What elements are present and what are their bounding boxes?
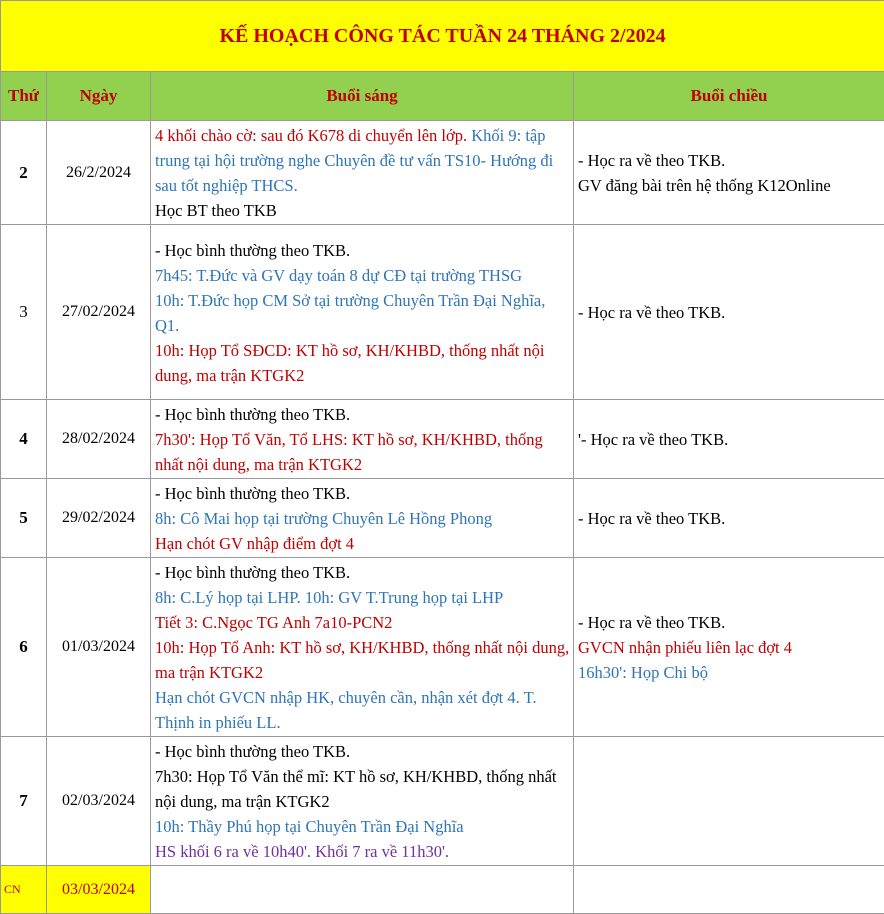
morning-line: - Học bình thường theo TKB. — [155, 402, 570, 427]
afternoon-line: - Học ra về theo TKB. — [578, 610, 881, 635]
afternoon-cell — [574, 225, 884, 400]
afternoon-cell — [574, 866, 884, 914]
morning-line: - Học bình thường theo TKB. — [155, 739, 570, 764]
afternoon-line: GVCN nhận phiếu liên lạc đợt 4 — [578, 635, 881, 660]
date-cell: 26/2/2024 — [47, 121, 151, 225]
page-title: KẾ HOẠCH CÔNG TÁC TUẦN 24 THÁNG 2/2024 — [1, 1, 884, 72]
morning-line: Hạn chót GV nhập điểm đợt 4 — [155, 531, 570, 556]
morning-line: 10h: Họp Tổ SĐCD: KT hồ sơ, KH/KHBD, thống nhất nội dung, ma trận KTGK2 — [155, 338, 570, 388]
morning-line: 10h: Thầy Phú họp tại Chuyên Trần Đại Nghĩa — [155, 814, 570, 839]
day-cell: 3 — [1, 225, 47, 400]
day-cell: 2 — [1, 121, 47, 225]
afternoon-cell — [574, 121, 884, 225]
afternoon-cell — [574, 558, 884, 737]
header-row — [1, 72, 884, 121]
date-cell: 29/02/2024 — [47, 479, 151, 558]
afternoon-line: - Học ra về theo TKB. — [578, 506, 881, 531]
header-sang: Buổi sáng — [151, 72, 574, 121]
date-cell-sunday: 03/03/2024 — [47, 866, 151, 914]
afternoon-line: - Học ra về theo TKB. — [578, 148, 881, 173]
morning-line: 7h30: Họp Tổ Văn thể mĩ: KT hồ sơ, KH/KHBD, thống nhất nội dung, ma trận KTGK2 — [155, 764, 570, 814]
date-cell: 01/03/2024 — [47, 558, 151, 737]
table-row — [1, 558, 884, 737]
morning-line: Học BT theo TKB — [155, 198, 570, 223]
morning-line: 8h: C.Lý họp tại LHP. 10h: GV T.Trung họp tại LHP — [155, 585, 570, 610]
header-thu: Thứ — [1, 72, 47, 121]
date-cell: 28/02/2024 — [47, 400, 151, 479]
morning-line: Khối 9: tập trung tại hội trường nghe Chuyên đề tư vấn TS10- Hướng đi sau tốt nghiệp THCS. — [155, 126, 553, 195]
afternoon-line: 16h30': Họp Chi bộ — [578, 660, 881, 685]
day-cell: 4 — [1, 400, 47, 479]
afternoon-cell — [574, 479, 884, 558]
morning-cell — [151, 400, 574, 479]
morning-line: - Học bình thường theo TKB. — [155, 560, 570, 585]
morning-line: 10h: T.Đức họp CM Sở tại trường Chuyên Trần Đại Nghĩa, Q1. — [155, 288, 570, 338]
morning-line: HS khối 6 ra về 10h40'. Khối 7 ra về 11h30'. — [155, 839, 570, 864]
morning-line: Tiết 3: C.Ngọc TG Anh 7a10-PCN2 — [155, 610, 570, 635]
morning-line: 4 khối chào cờ: sau đó K678 di chuyển lên lớp. — [155, 126, 467, 145]
afternoon-cell — [574, 737, 884, 866]
morning-cell — [151, 737, 574, 866]
morning-line: 10h: Họp Tổ Anh: KT hồ sơ, KH/KHBD, thống nhất nội dung, ma trận KTGK2 — [155, 635, 570, 685]
morning-cell — [151, 558, 574, 737]
afternoon-line: '- Học ra về theo TKB. — [578, 427, 881, 452]
header-chieu: Buổi chiều — [574, 72, 884, 121]
header-ngay: Ngày — [47, 72, 151, 121]
day-cell-sunday: CN — [1, 866, 47, 914]
day-cell: 7 — [1, 737, 47, 866]
morning-cell — [151, 225, 574, 400]
table-row — [1, 225, 884, 400]
table-row — [1, 400, 884, 479]
morning-cell — [151, 479, 574, 558]
morning-line: 7h45: T.Đức và GV dạy toán 8 dự CĐ tại trường THSG — [155, 263, 570, 288]
day-cell: 5 — [1, 479, 47, 558]
table-row — [1, 866, 884, 914]
day-cell: 6 — [1, 558, 47, 737]
morning-cell — [151, 121, 574, 225]
table-row — [1, 737, 884, 866]
morning-cell — [151, 866, 574, 914]
morning-line: Hạn chót GVCN nhập HK, chuyên cần, nhận xét đợt 4. T. Thịnh in phiếu LL. — [155, 685, 570, 735]
afternoon-line: GV đăng bài trên hệ thống K12Online — [578, 173, 881, 198]
morning-line: - Học bình thường theo TKB. — [155, 238, 570, 263]
morning-line: 8h: Cô Mai họp tại trường Chuyên Lê Hồng Phong — [155, 506, 570, 531]
date-cell: 27/02/2024 — [47, 225, 151, 400]
table-row — [1, 479, 884, 558]
afternoon-line: - Học ra về theo TKB. — [578, 300, 881, 325]
morning-line: 7h30': Họp Tổ Văn, Tổ LHS: KT hồ sơ, KH/KHBD, thống nhất nội dung, ma trận KTGK2 — [155, 427, 570, 477]
afternoon-cell — [574, 400, 884, 479]
date-cell: 02/03/2024 — [47, 737, 151, 866]
morning-line: - Học bình thường theo TKB. — [155, 481, 570, 506]
table-row — [1, 121, 884, 225]
